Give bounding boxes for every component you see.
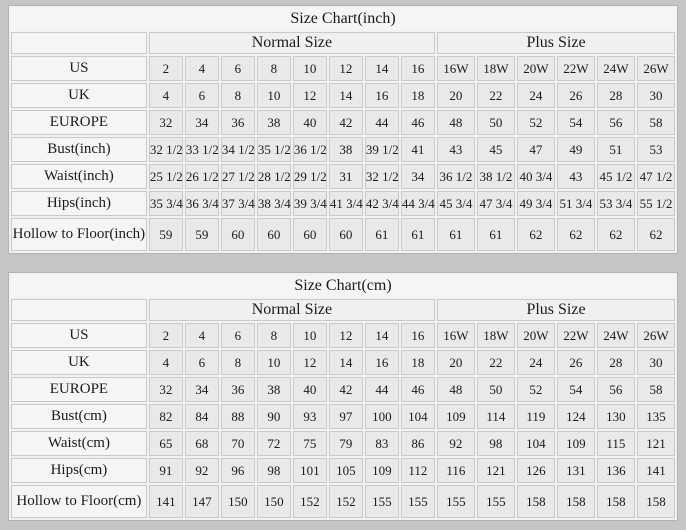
table-row bbox=[11, 56, 675, 81]
size-value-cell: 38 3/4 bbox=[257, 191, 291, 216]
size-value-cell: 43 bbox=[557, 164, 595, 189]
size-value-cell: 124 bbox=[557, 404, 595, 429]
row-label: US bbox=[11, 56, 147, 81]
size-value-cell: 32 1/2 bbox=[365, 164, 399, 189]
size-value-cell: 42 bbox=[329, 377, 363, 402]
size-value-cell: 6 bbox=[185, 83, 219, 108]
size-value-cell: 37 3/4 bbox=[221, 191, 255, 216]
size-value-cell: 158 bbox=[557, 485, 595, 518]
size-value-cell: 82 bbox=[149, 404, 183, 429]
size-value-cell: 20W bbox=[517, 323, 555, 348]
size-value-cell: 16 bbox=[401, 323, 435, 348]
size-value-cell: 2 bbox=[149, 323, 183, 348]
table-title: Size Chart(inch) bbox=[11, 8, 675, 30]
row-label: EUROPE bbox=[11, 110, 147, 135]
size-value-cell: 104 bbox=[401, 404, 435, 429]
table-row bbox=[11, 323, 675, 348]
size-value-cell: 22W bbox=[557, 323, 595, 348]
size-value-cell: 126 bbox=[517, 458, 555, 483]
normal-size-header: Normal Size bbox=[149, 299, 435, 321]
size-value-cell: 46 bbox=[401, 110, 435, 135]
table-row bbox=[11, 458, 675, 483]
size-value-cell: 152 bbox=[329, 485, 363, 518]
size-value-cell: 45 3/4 bbox=[437, 191, 475, 216]
size-value-cell: 36 1/2 bbox=[293, 137, 327, 162]
row-label: Waist(inch) bbox=[11, 164, 147, 189]
size-value-cell: 16W bbox=[437, 56, 475, 81]
size-value-cell: 62 bbox=[637, 218, 675, 251]
size-value-cell: 47 1/2 bbox=[637, 164, 675, 189]
size-value-cell: 36 3/4 bbox=[185, 191, 219, 216]
size-value-cell: 4 bbox=[185, 323, 219, 348]
size-value-cell: 60 bbox=[257, 218, 291, 251]
size-value-cell: 72 bbox=[257, 431, 291, 456]
size-value-cell: 38 1/2 bbox=[477, 164, 515, 189]
size-value-cell: 109 bbox=[437, 404, 475, 429]
size-value-cell: 155 bbox=[477, 485, 515, 518]
size-value-cell: 12 bbox=[329, 323, 363, 348]
size-value-cell: 158 bbox=[637, 485, 675, 518]
size-value-cell: 10 bbox=[257, 350, 291, 375]
title-row bbox=[11, 8, 675, 30]
row-label: Waist(cm) bbox=[11, 431, 147, 456]
size-value-cell: 155 bbox=[437, 485, 475, 518]
size-value-cell: 29 1/2 bbox=[293, 164, 327, 189]
size-value-cell: 152 bbox=[293, 485, 327, 518]
size-value-cell: 155 bbox=[401, 485, 435, 518]
size-value-cell: 61 bbox=[477, 218, 515, 251]
size-value-cell: 14 bbox=[329, 350, 363, 375]
size-group-header-row bbox=[11, 299, 675, 321]
size-value-cell: 31 bbox=[329, 164, 363, 189]
size-value-cell: 34 1/2 bbox=[221, 137, 255, 162]
size-value-cell: 62 bbox=[597, 218, 635, 251]
size-value-cell: 53 bbox=[637, 137, 675, 162]
size-value-cell: 109 bbox=[365, 458, 399, 483]
size-value-cell: 32 1/2 bbox=[149, 137, 183, 162]
size-value-cell: 45 bbox=[477, 137, 515, 162]
size-value-cell: 49 3/4 bbox=[517, 191, 555, 216]
size-value-cell: 51 3/4 bbox=[557, 191, 595, 216]
size-value-cell: 53 3/4 bbox=[597, 191, 635, 216]
size-value-cell: 46 bbox=[401, 377, 435, 402]
size-value-cell: 52 bbox=[517, 377, 555, 402]
size-value-cell: 56 bbox=[597, 377, 635, 402]
size-value-cell: 38 bbox=[329, 137, 363, 162]
size-value-cell: 24 bbox=[517, 350, 555, 375]
size-value-cell: 20 bbox=[437, 350, 475, 375]
size-value-cell: 93 bbox=[293, 404, 327, 429]
size-value-cell: 101 bbox=[293, 458, 327, 483]
size-value-cell: 121 bbox=[477, 458, 515, 483]
size-value-cell: 141 bbox=[637, 458, 675, 483]
size-value-cell: 16 bbox=[365, 350, 399, 375]
size-value-cell: 84 bbox=[185, 404, 219, 429]
size-value-cell: 70 bbox=[221, 431, 255, 456]
size-value-cell: 52 bbox=[517, 110, 555, 135]
size-value-cell: 59 bbox=[149, 218, 183, 251]
size-value-cell: 109 bbox=[557, 431, 595, 456]
size-value-cell: 28 bbox=[597, 350, 635, 375]
size-value-cell: 44 3/4 bbox=[401, 191, 435, 216]
size-value-cell: 26 bbox=[557, 350, 595, 375]
table-title: Size Chart(cm) bbox=[11, 275, 675, 297]
size-value-cell: 22 bbox=[477, 83, 515, 108]
size-value-cell: 51 bbox=[597, 137, 635, 162]
size-value-cell: 98 bbox=[477, 431, 515, 456]
size-value-cell: 83 bbox=[365, 431, 399, 456]
size-value-cell: 104 bbox=[517, 431, 555, 456]
size-value-cell: 62 bbox=[517, 218, 555, 251]
size-value-cell: 42 bbox=[329, 110, 363, 135]
size-value-cell: 26 bbox=[557, 83, 595, 108]
row-label: US bbox=[11, 323, 147, 348]
size-value-cell: 36 1/2 bbox=[437, 164, 475, 189]
table-row bbox=[11, 164, 675, 189]
size-value-cell: 116 bbox=[437, 458, 475, 483]
size-value-cell: 43 bbox=[437, 137, 475, 162]
size-value-cell: 30 bbox=[637, 350, 675, 375]
size-value-cell: 24W bbox=[597, 56, 635, 81]
row-label: EUROPE bbox=[11, 377, 147, 402]
size-value-cell: 10 bbox=[257, 83, 291, 108]
size-value-cell: 40 3/4 bbox=[517, 164, 555, 189]
size-value-cell: 115 bbox=[597, 431, 635, 456]
size-value-cell: 6 bbox=[185, 350, 219, 375]
size-value-cell: 24 bbox=[517, 83, 555, 108]
size-value-cell: 28 1/2 bbox=[257, 164, 291, 189]
size-value-cell: 45 1/2 bbox=[597, 164, 635, 189]
size-value-cell: 32 bbox=[149, 110, 183, 135]
size-value-cell: 91 bbox=[149, 458, 183, 483]
size-value-cell: 8 bbox=[257, 56, 291, 81]
size-value-cell: 34 bbox=[185, 110, 219, 135]
size-value-cell: 61 bbox=[437, 218, 475, 251]
size-value-cell: 62 bbox=[557, 218, 595, 251]
table-row bbox=[11, 83, 675, 108]
size-value-cell: 47 bbox=[517, 137, 555, 162]
size-value-cell: 4 bbox=[149, 83, 183, 108]
size-value-cell: 92 bbox=[437, 431, 475, 456]
size-value-cell: 14 bbox=[365, 56, 399, 81]
size-value-cell: 20 bbox=[437, 83, 475, 108]
size-value-cell: 58 bbox=[637, 377, 675, 402]
size-value-cell: 97 bbox=[329, 404, 363, 429]
row-label: UK bbox=[11, 350, 147, 375]
size-value-cell: 27 1/2 bbox=[221, 164, 255, 189]
size-value-cell: 22 bbox=[477, 350, 515, 375]
size-value-cell: 33 1/2 bbox=[185, 137, 219, 162]
size-value-cell: 35 3/4 bbox=[149, 191, 183, 216]
size-value-cell: 4 bbox=[185, 56, 219, 81]
title-row bbox=[11, 275, 675, 297]
row-label: Hollow to Floor(cm) bbox=[11, 485, 147, 518]
table-row bbox=[11, 485, 675, 518]
size-value-cell: 4 bbox=[149, 350, 183, 375]
size-value-cell: 100 bbox=[365, 404, 399, 429]
size-value-cell: 18 bbox=[401, 350, 435, 375]
size-value-cell: 18W bbox=[477, 56, 515, 81]
size-value-cell: 8 bbox=[257, 323, 291, 348]
size-value-cell: 88 bbox=[221, 404, 255, 429]
size-value-cell: 44 bbox=[365, 377, 399, 402]
size-value-cell: 92 bbox=[185, 458, 219, 483]
size-value-cell: 131 bbox=[557, 458, 595, 483]
size-value-cell: 26W bbox=[637, 323, 675, 348]
table-row bbox=[11, 404, 675, 429]
size-value-cell: 8 bbox=[221, 350, 255, 375]
size-value-cell: 55 1/2 bbox=[637, 191, 675, 216]
size-value-cell: 60 bbox=[221, 218, 255, 251]
size-value-cell: 141 bbox=[149, 485, 183, 518]
size-value-cell: 79 bbox=[329, 431, 363, 456]
size-value-cell: 112 bbox=[401, 458, 435, 483]
corner-cell bbox=[11, 32, 147, 54]
table-row bbox=[11, 377, 675, 402]
size-value-cell: 38 bbox=[257, 110, 291, 135]
size-value-cell: 6 bbox=[221, 323, 255, 348]
size-value-cell: 61 bbox=[401, 218, 435, 251]
size-group-header-row bbox=[11, 32, 675, 54]
size-value-cell: 119 bbox=[517, 404, 555, 429]
size-value-cell: 34 bbox=[401, 164, 435, 189]
size-value-cell: 50 bbox=[477, 110, 515, 135]
size-value-cell: 16 bbox=[365, 83, 399, 108]
size-value-cell: 86 bbox=[401, 431, 435, 456]
size-chart-table-cm bbox=[8, 272, 678, 521]
size-value-cell: 68 bbox=[185, 431, 219, 456]
table-row bbox=[11, 110, 675, 135]
size-value-cell: 54 bbox=[557, 377, 595, 402]
size-value-cell: 39 1/2 bbox=[365, 137, 399, 162]
size-value-cell: 14 bbox=[329, 83, 363, 108]
size-value-cell: 60 bbox=[329, 218, 363, 251]
size-value-cell: 54 bbox=[557, 110, 595, 135]
size-value-cell: 25 1/2 bbox=[149, 164, 183, 189]
size-value-cell: 121 bbox=[637, 431, 675, 456]
size-value-cell: 158 bbox=[597, 485, 635, 518]
size-value-cell: 150 bbox=[221, 485, 255, 518]
table-row bbox=[11, 137, 675, 162]
size-value-cell: 24W bbox=[597, 323, 635, 348]
size-value-cell: 34 bbox=[185, 377, 219, 402]
size-value-cell: 44 bbox=[365, 110, 399, 135]
size-value-cell: 8 bbox=[221, 83, 255, 108]
row-label: Hollow to Floor(inch) bbox=[11, 218, 147, 251]
size-value-cell: 130 bbox=[597, 404, 635, 429]
plus-size-header: Plus Size bbox=[437, 32, 675, 54]
size-value-cell: 136 bbox=[597, 458, 635, 483]
size-value-cell: 18W bbox=[477, 323, 515, 348]
corner-cell bbox=[11, 299, 147, 321]
size-value-cell: 155 bbox=[365, 485, 399, 518]
size-value-cell: 38 bbox=[257, 377, 291, 402]
table-row bbox=[11, 191, 675, 216]
size-value-cell: 26 1/2 bbox=[185, 164, 219, 189]
size-value-cell: 41 bbox=[401, 137, 435, 162]
size-value-cell: 49 bbox=[557, 137, 595, 162]
size-value-cell: 18 bbox=[401, 83, 435, 108]
size-value-cell: 20W bbox=[517, 56, 555, 81]
size-value-cell: 26W bbox=[637, 56, 675, 81]
size-chart-table-inch bbox=[8, 5, 678, 254]
row-label: Hips(cm) bbox=[11, 458, 147, 483]
size-value-cell: 90 bbox=[257, 404, 291, 429]
row-label: Bust(inch) bbox=[11, 137, 147, 162]
normal-size-header: Normal Size bbox=[149, 32, 435, 54]
size-value-cell: 6 bbox=[221, 56, 255, 81]
size-value-cell: 158 bbox=[517, 485, 555, 518]
size-value-cell: 48 bbox=[437, 377, 475, 402]
size-value-cell: 39 3/4 bbox=[293, 191, 327, 216]
size-value-cell: 16 bbox=[401, 56, 435, 81]
size-value-cell: 135 bbox=[637, 404, 675, 429]
size-value-cell: 60 bbox=[293, 218, 327, 251]
size-value-cell: 59 bbox=[185, 218, 219, 251]
table-row bbox=[11, 431, 675, 456]
size-value-cell: 12 bbox=[293, 83, 327, 108]
size-value-cell: 48 bbox=[437, 110, 475, 135]
size-value-cell: 10 bbox=[293, 56, 327, 81]
size-value-cell: 40 bbox=[293, 110, 327, 135]
table-row bbox=[11, 218, 675, 251]
size-value-cell: 40 bbox=[293, 377, 327, 402]
size-value-cell: 16W bbox=[437, 323, 475, 348]
row-label: UK bbox=[11, 83, 147, 108]
size-value-cell: 32 bbox=[149, 377, 183, 402]
size-value-cell: 10 bbox=[293, 323, 327, 348]
size-value-cell: 30 bbox=[637, 83, 675, 108]
size-value-cell: 75 bbox=[293, 431, 327, 456]
size-value-cell: 2 bbox=[149, 56, 183, 81]
size-value-cell: 47 3/4 bbox=[477, 191, 515, 216]
size-value-cell: 105 bbox=[329, 458, 363, 483]
size-value-cell: 42 3/4 bbox=[365, 191, 399, 216]
size-value-cell: 114 bbox=[477, 404, 515, 429]
size-value-cell: 41 3/4 bbox=[329, 191, 363, 216]
size-value-cell: 14 bbox=[365, 323, 399, 348]
size-value-cell: 150 bbox=[257, 485, 291, 518]
size-value-cell: 28 bbox=[597, 83, 635, 108]
plus-size-header: Plus Size bbox=[437, 299, 675, 321]
size-value-cell: 61 bbox=[365, 218, 399, 251]
table-row bbox=[11, 350, 675, 375]
row-label: Bust(cm) bbox=[11, 404, 147, 429]
size-value-cell: 147 bbox=[185, 485, 219, 518]
size-value-cell: 65 bbox=[149, 431, 183, 456]
size-value-cell: 56 bbox=[597, 110, 635, 135]
size-value-cell: 12 bbox=[329, 56, 363, 81]
size-value-cell: 12 bbox=[293, 350, 327, 375]
size-value-cell: 22W bbox=[557, 56, 595, 81]
size-value-cell: 98 bbox=[257, 458, 291, 483]
row-label: Hips(inch) bbox=[11, 191, 147, 216]
size-value-cell: 96 bbox=[221, 458, 255, 483]
size-value-cell: 58 bbox=[637, 110, 675, 135]
size-value-cell: 36 bbox=[221, 110, 255, 135]
size-value-cell: 36 bbox=[221, 377, 255, 402]
size-value-cell: 50 bbox=[477, 377, 515, 402]
size-value-cell: 35 1/2 bbox=[257, 137, 291, 162]
